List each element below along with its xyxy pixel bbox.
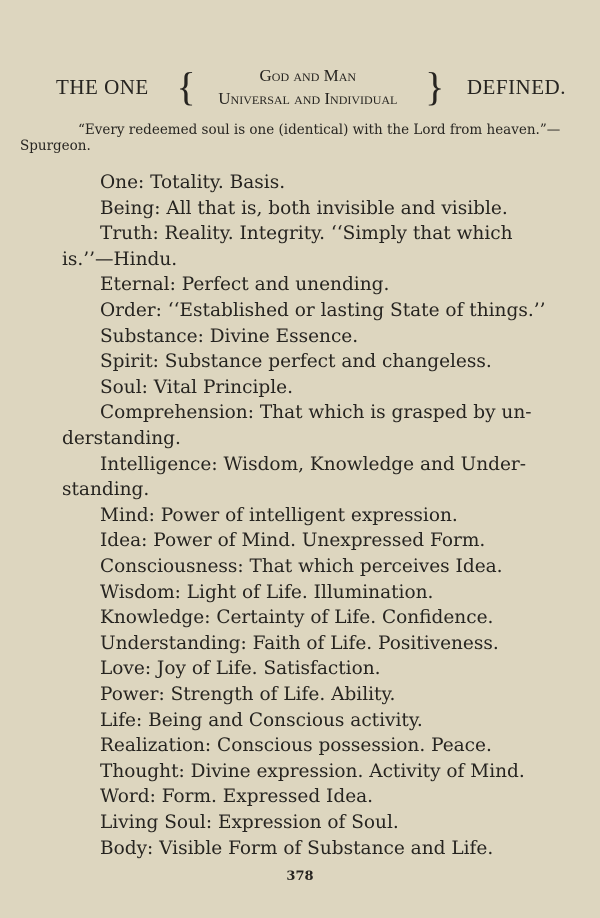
definition-line: Body: Visible Form of Substance and Life.: [100, 837, 494, 859]
definition-line: Living Soul: Expression of Soul.: [100, 812, 399, 833]
definition-line: Idea: Power of Mind. Unexpressed Form.: [100, 530, 486, 552]
definition-line: One: Totality. Basis.: [100, 172, 286, 193]
definition-line: Being: All that is, both invisible and visible.: [100, 197, 508, 219]
definition-line: Thought: Divine expression. Activity of Mind.: [100, 760, 525, 782]
right-brace: }: [425, 64, 445, 109]
epigraph-text: “Every redeemed soul is one (identical) with the Lord from heaven.”—Spurgeon.: [20, 122, 561, 154]
definition-line: Wisdom: Light of Life. Illumination.: [100, 581, 434, 603]
definition-line: Soul: Vital Principle.: [100, 376, 293, 398]
definition-line: Love: Joy of Life. Satisfaction.: [100, 658, 381, 680]
definition-line: Comprehension: That which is grasped by un-: [100, 402, 532, 424]
definition-line: Truth: Reality. Integrity. ‘‘Simply that which: [100, 223, 513, 245]
header-sub-top: God and Man: [259, 66, 357, 85]
definition-line: Consciousness: That which perceives Idea.: [100, 556, 503, 577]
definition-line: Life: Being and Conscious activity.: [100, 709, 423, 731]
definition-line: standing.: [62, 479, 150, 501]
definition-line: Eternal: Perfect and unending.: [100, 274, 390, 296]
definition-line: is.’’—Hindu.: [62, 248, 178, 270]
header-right: DEFINED.: [466, 75, 566, 99]
definition-line: Knowledge: Certainty of Life. Confidence.: [100, 607, 494, 629]
header-sub-bottom: Universal and Individual: [218, 89, 398, 108]
left-brace: {: [176, 64, 196, 109]
header-left: THE ONE: [56, 75, 149, 99]
definition-line: Word: Form. Expressed Idea.: [100, 786, 374, 808]
definition-line: derstanding.: [62, 428, 181, 449]
definition-line: Power: Strength of Life. Ability.: [100, 684, 396, 705]
running-header: [56, 62, 566, 112]
definition-line: Intelligence: Wisdom, Knowledge and Under-: [100, 453, 527, 475]
header-subtitles: [218, 64, 397, 110]
definition-line: Substance: Divine Essence.: [100, 325, 359, 347]
definition-line: Spirit: Substance perfect and changeless.: [100, 351, 492, 373]
definition-line: Order: ‘‘Established or lasting State of things.’’: [100, 300, 546, 321]
page-number: 378: [286, 869, 314, 884]
definition-line: Mind: Power of intelligent expression.: [100, 504, 458, 526]
definition-line: Realization: Conscious possession. Peace.: [100, 735, 492, 757]
definition-line: Understanding: Faith of Life. Positiveness.: [100, 632, 499, 654]
epigraph: [20, 122, 568, 154]
